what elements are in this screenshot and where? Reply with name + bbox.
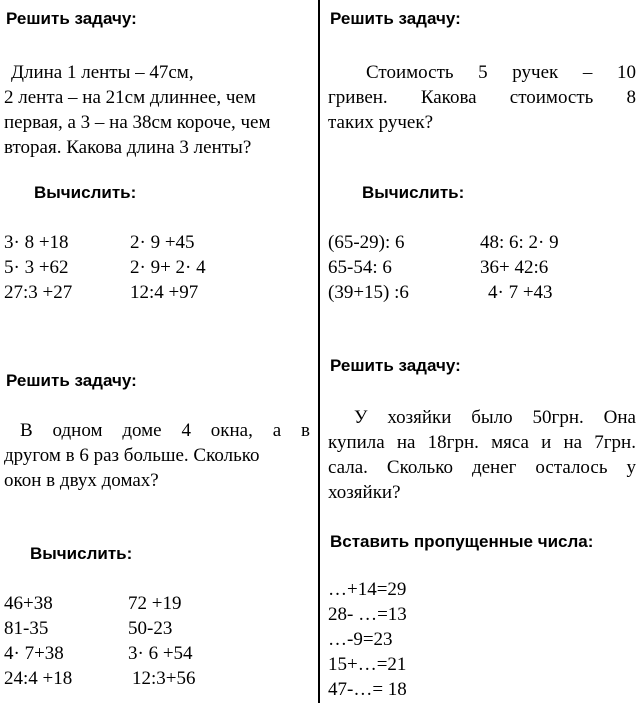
right-task1-line: таких ручек? — [328, 112, 434, 133]
right-task1-heading: Решить задачу: — [330, 9, 461, 28]
right-fill-item: 28- …=13 — [328, 604, 407, 625]
left-calc2-expr: 4· 7+38 — [4, 643, 64, 664]
left-task1-text — [4, 60, 310, 160]
left-calc1-heading: Вычислить: — [34, 183, 137, 202]
left-task1-line: Длина 1 ленты – 47см, — [11, 62, 194, 83]
right-calc1-expr: (65-29): 6 — [328, 232, 405, 253]
left-task2-text — [4, 418, 310, 493]
left-calc2-expr: 3· 6 +54 — [128, 643, 193, 664]
right-calc1-expr: (39+15) :6 — [328, 282, 409, 303]
left-task1-line: 2 лента – на 21см длиннее, чем — [4, 87, 256, 108]
left-calc2-expr: 12:3+56 — [132, 668, 196, 689]
right-task1-line: Стоимость 5 ручек – 10 — [366, 62, 636, 83]
left-calc1-expr: 5· 3 +62 — [4, 257, 69, 278]
left-calc1-expr: 12:4 +97 — [130, 282, 199, 303]
right-task2-text — [328, 405, 636, 505]
left-task2-line: окон в двух домах? — [4, 470, 159, 491]
right-fill-item: 47-…= 18 — [328, 679, 407, 700]
right-task2-line: хозяйки? — [328, 482, 401, 503]
right-task1-line: гривен. Какова стоимость 8 — [328, 87, 636, 108]
left-calc2-expr: 72 +19 — [128, 593, 182, 614]
left-calc2-expr: 46+38 — [4, 593, 53, 614]
right-task2-heading: Решить задачу: — [330, 356, 461, 375]
right-calc1-expr: 36+ 42:6 — [480, 257, 549, 278]
left-calc2-expr: 24:4 +18 — [4, 668, 73, 689]
left-task2-heading: Решить задачу: — [6, 371, 137, 390]
right-calc1-expr: 65-54: 6 — [328, 257, 392, 278]
column-divider — [318, 0, 320, 703]
right-fill-item: …-9=23 — [328, 629, 393, 650]
right-task2-line: У хозяйки было 50грн. Она — [354, 407, 636, 428]
left-task1-heading: Решить задачу: — [6, 9, 137, 28]
right-fill-item: 15+…=21 — [328, 654, 407, 675]
right-fill-item: …+14=29 — [328, 579, 407, 600]
left-task1-line: первая, а 3 – на 38см короче, чем — [4, 112, 271, 133]
left-calc1-expr: 3· 8 +18 — [4, 232, 69, 253]
right-task2-line: купила на 18грн. мяса и на 7грн. — [328, 432, 636, 453]
right-fill-heading: Вставить пропущенные числа: — [330, 532, 594, 551]
left-task2-line: другом в 6 раз больше. Сколько — [4, 445, 260, 466]
right-task1-text — [328, 60, 636, 135]
right-calc1-heading: Вычислить: — [362, 183, 465, 202]
right-calc1-expr: 4· 7 +43 — [488, 282, 553, 303]
left-calc1-expr: 2· 9+ 2· 4 — [130, 257, 206, 278]
left-task2-line: В одном доме 4 окна, а в — [20, 420, 310, 441]
left-calc1-expr: 2· 9 +45 — [130, 232, 195, 253]
left-calc2-expr: 81-35 — [4, 618, 49, 639]
right-task2-line: сала. Сколько денег осталось у — [328, 457, 636, 478]
left-task1-line: вторая. Какова длина 3 ленты? — [4, 137, 252, 158]
left-calc2-expr: 50-23 — [128, 618, 173, 639]
right-calc1-expr: 48: 6: 2· 9 — [480, 232, 559, 253]
left-calc2-heading: Вычислить: — [30, 544, 133, 563]
left-calc1-expr: 27:3 +27 — [4, 282, 73, 303]
